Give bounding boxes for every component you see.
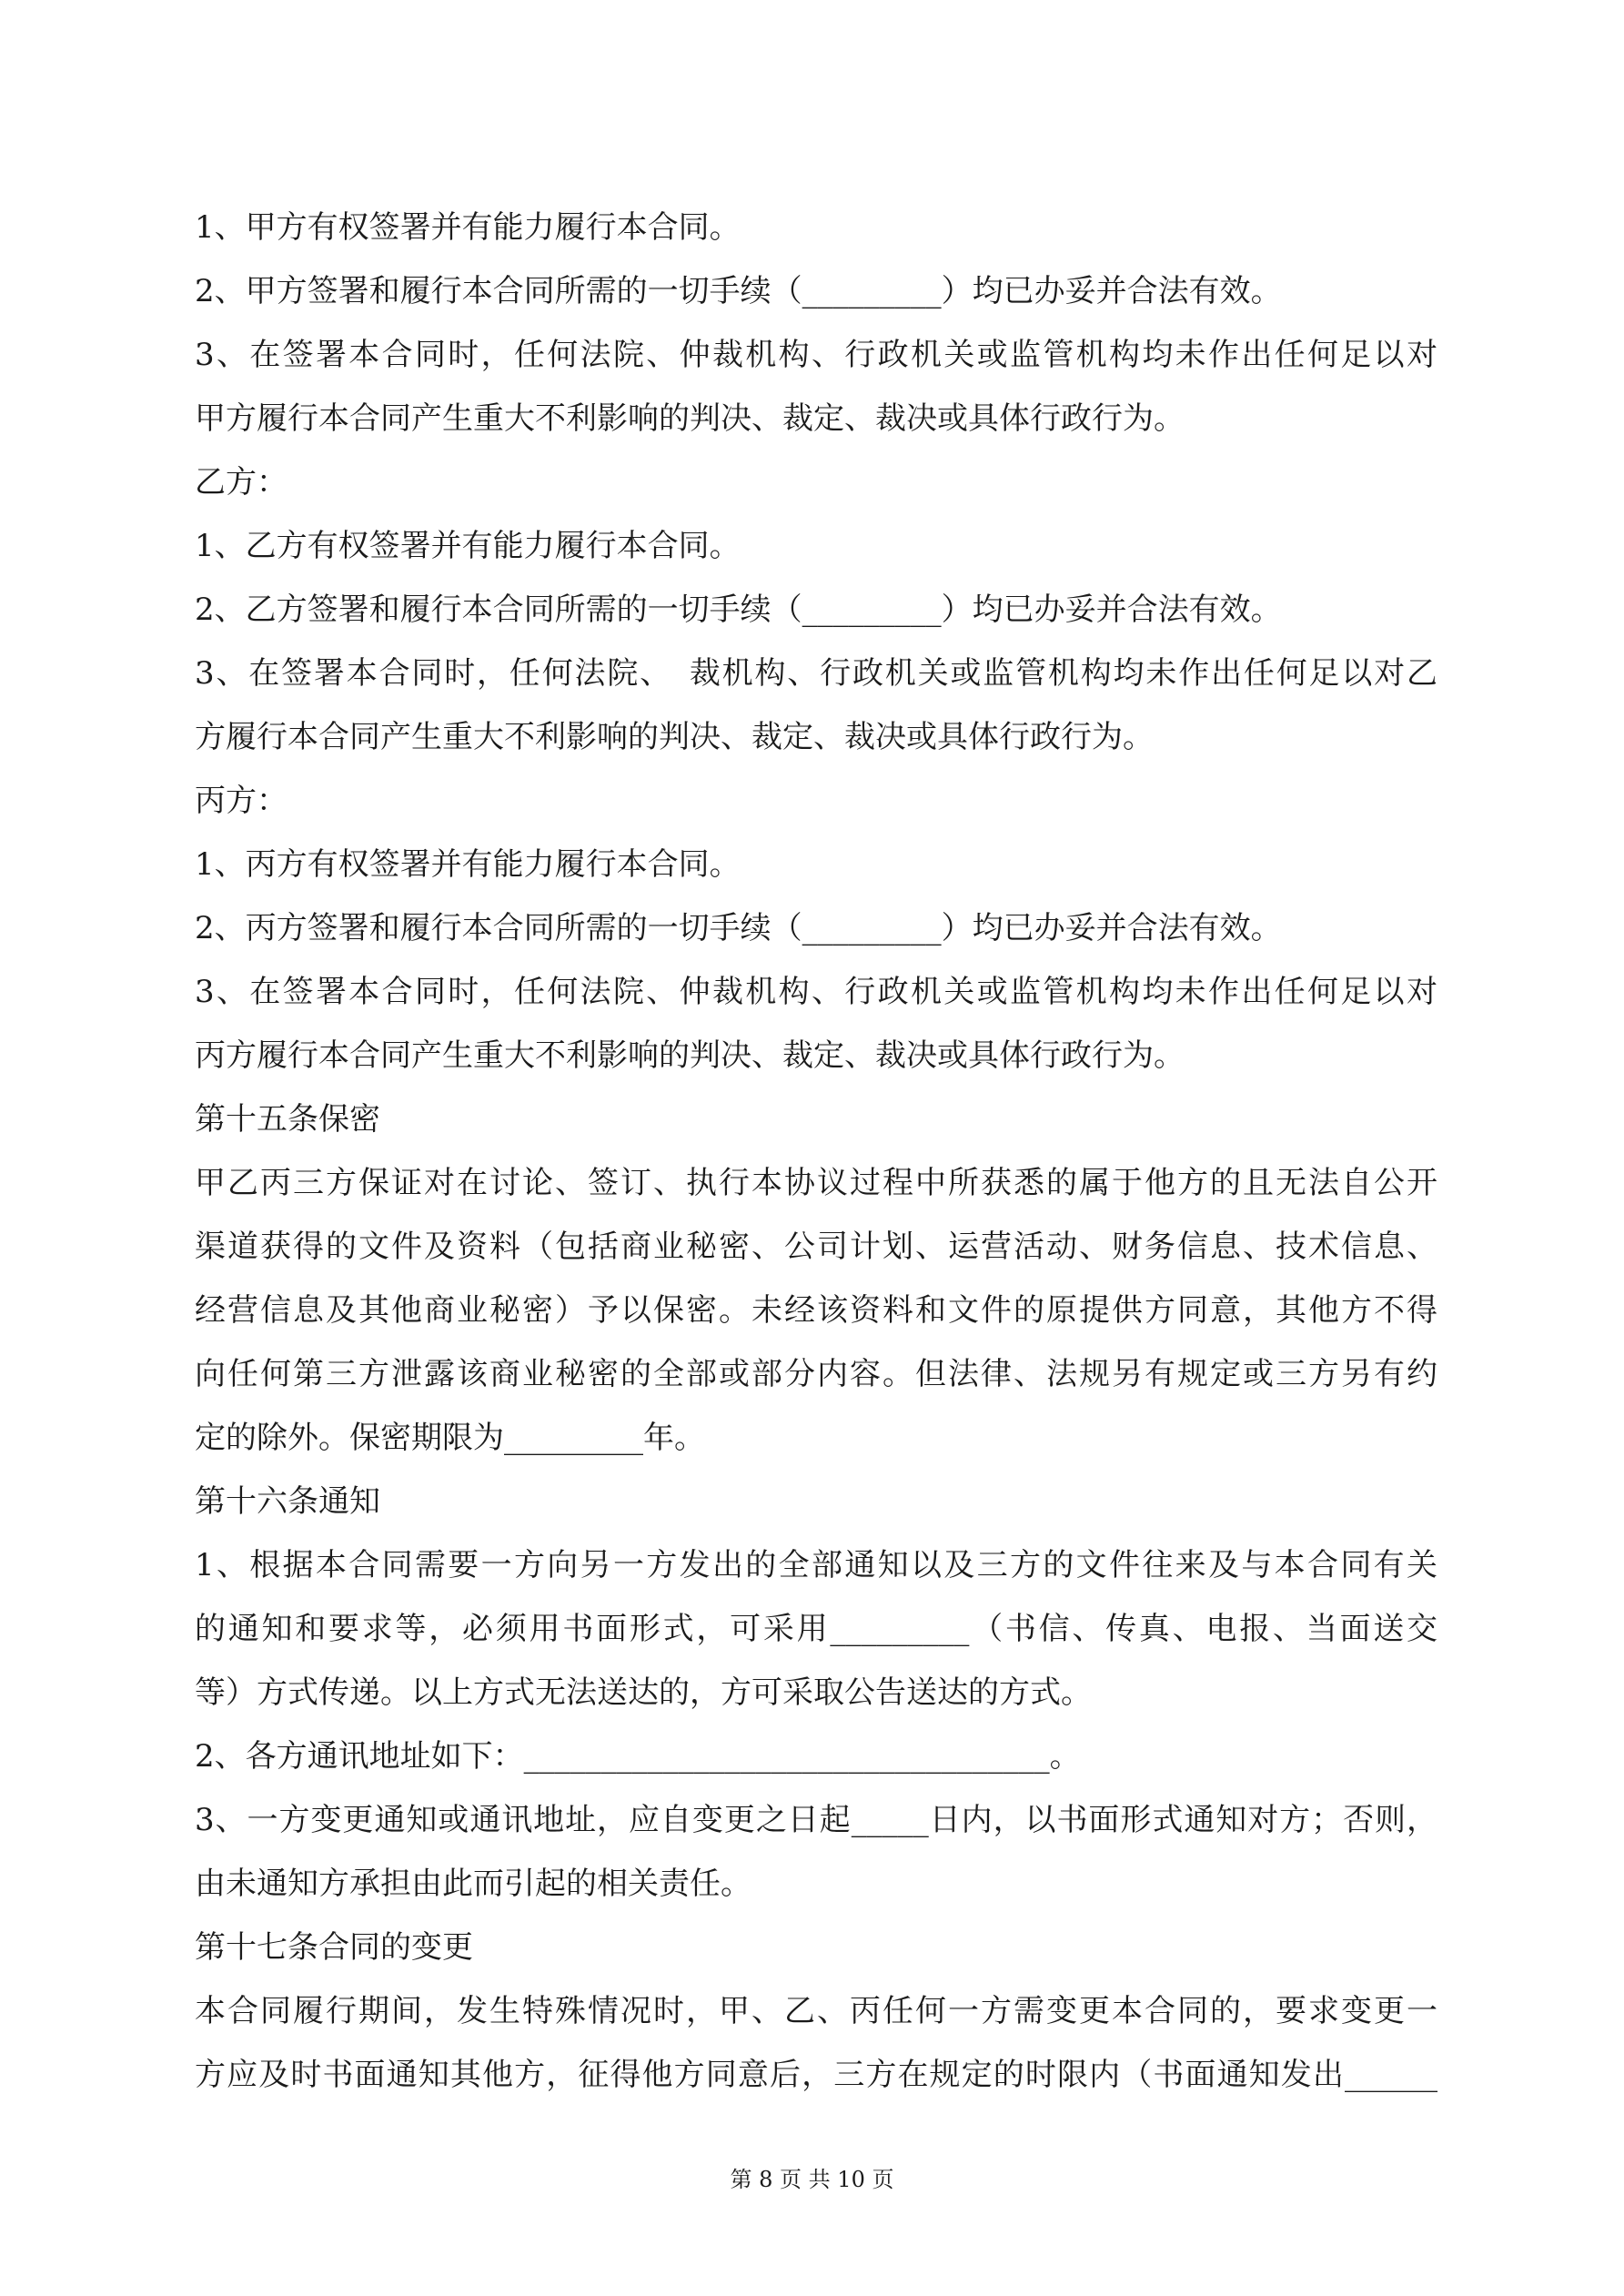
paragraph-line: 方应及时书面通知其他方，征得他方同意后，三方在规定的时限内（书面通知发出______ <box>195 2057 1437 2093</box>
paragraph-line: 经营信息及其他商业秘密）予以保密。未经该资料和文件的原提供方同意，其他方不得 <box>195 1292 1437 1329</box>
clause-line: 方履行本合同产生重大不利影响的判决、裁定、裁决或具体行政行为。 <box>195 719 1154 755</box>
paragraph-line: 的通知和要求等，必须用书面形式，可采用_________（书信、传真、电报、当面送交 <box>195 1611 1437 1647</box>
page-number-footer: 第 8 页 共 10 页 <box>730 2167 894 2192</box>
paragraph-line: 等）方式传递。以上方式无法送达的，方可采取公告送达的方式。 <box>195 1674 1092 1711</box>
clause-line: 1、乙方有权签署并有能力履行本合同。 <box>195 528 741 564</box>
clause-line: 1、丙方有权签署并有能力履行本合同。 <box>195 846 741 883</box>
clause-line: 丙方履行本合同产生重大不利影响的判决、裁定、裁决或具体行政行为。 <box>195 1037 1185 1074</box>
paragraph-line: 渠道获得的文件及资料（包括商业秘密、公司计划、运营活动、财务信息、技术信息、 <box>195 1229 1437 1265</box>
clause-line: 甲方履行本合同产生重大不利影响的判决、裁定、裁决或具体行政行为。 <box>195 400 1185 437</box>
paragraph-line: 本合同履行期间，发生特殊情况时，甲、乙、丙任何一方需变更本合同的，要求变更一 <box>195 1993 1437 2029</box>
paragraph-line: 定的除外。保密期限为_________年。 <box>195 1420 705 1456</box>
paragraph-line: 甲乙丙三方保证对在讨论、签订、执行本协议过程中所获悉的属于他方的且无法自公开 <box>195 1165 1437 1201</box>
article-heading-17: 第十七条合同的变更 <box>195 1929 473 1966</box>
paragraph-line: 由未通知方承担由此而引起的相关责任。 <box>195 1866 751 1902</box>
article-heading-16: 第十六条通知 <box>195 1483 380 1520</box>
clause-line: 2、丙方签署和履行本合同所需的一切手续（_________）均已办妥并合法有效。 <box>195 910 1282 946</box>
clause-line: 3、在签署本合同时，任何法院、仲裁机构、行政机关或监管机构均未作出任何足以对 <box>195 974 1437 1010</box>
clause-line: 3、在签署本合同时，任何法院、 裁机构、行政机关或监管机构均未作出任何足以对乙 <box>195 655 1437 692</box>
article-heading-15: 第十五条保密 <box>195 1101 380 1138</box>
party-heading-b: 乙方： <box>195 464 287 501</box>
party-heading-c: 丙方： <box>195 783 287 819</box>
document-body <box>195 196 1437 2107</box>
clause-line: 1、甲方有权签署并有能力履行本合同。 <box>195 209 741 246</box>
paragraph-line: 3、一方变更通知或通讯地址，应自变更之日起_____日内，以书面形式通知对方；否则， <box>195 1802 1437 1838</box>
clause-line: 3、在签署本合同时，任何法院、仲裁机构、行政机关或监管机构均未作出任何足以对 <box>195 337 1437 373</box>
paragraph-line: 2、各方通讯地址如下：__________________________________。 <box>195 1738 1081 1775</box>
clause-line: 2、甲方签署和履行本合同所需的一切手续（_________）均已办妥并合法有效。 <box>195 273 1282 309</box>
paragraph-line: 1、根据本合同需要一方向另一方发出的全部通知以及三方的文件往来及与本合同有关 <box>195 1547 1437 1583</box>
paragraph-line: 向任何第三方泄露该商业秘密的全部或部分内容。但法律、法规另有规定或三方另有约 <box>195 1356 1437 1392</box>
clause-line: 2、乙方签署和履行本合同所需的一切手续（_________）均已办妥并合法有效。 <box>195 592 1282 628</box>
